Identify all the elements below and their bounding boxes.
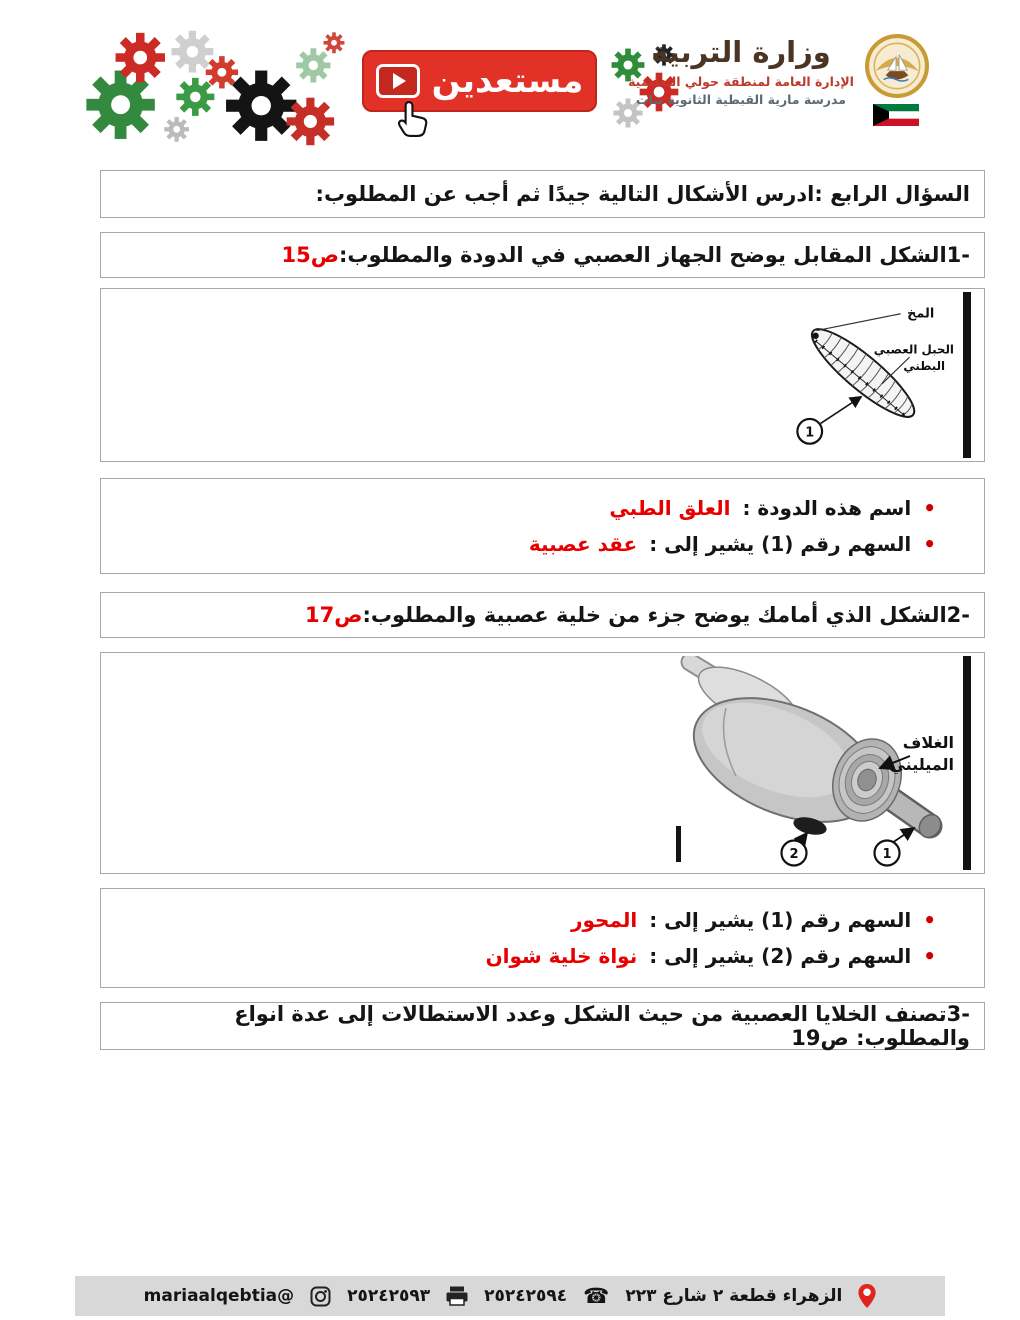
bullet-icon: • (923, 532, 936, 556)
mustaideen-banner (362, 50, 597, 112)
marker-1-label: 1 (805, 425, 815, 441)
footer-bar (75, 1276, 945, 1316)
ministry-directorate: الإدارة العامة لمنطقة حولي التعليمية (628, 74, 854, 90)
phone-icon: ☎ (583, 1283, 610, 1308)
kuwait-emblem-icon (865, 34, 929, 98)
banner-label: مستعدين (431, 61, 584, 101)
hand-cursor-icon (396, 100, 430, 138)
ministry-title: وزارة التربية (651, 35, 831, 69)
item3-text: -3تصنف الخلايا العصبية من حيث الشكل وعدد الاستطالات إلى عدة انواع والمطلوب: ص19 (234, 1002, 970, 1050)
label-nerve-cord-1: الحبل العصبي (873, 342, 954, 357)
instagram-icon (310, 1286, 331, 1307)
footer-fax-number: ٢٥٢٤٢٥٩٣ (347, 1286, 431, 1306)
item1-answers-box (100, 478, 985, 574)
item1-page-ref: ص15 (281, 243, 339, 267)
marker-1-label: 1 (882, 847, 892, 862)
question-title: السؤال الرابع :ادرس الأشكال التالية جيدًا ثم أجب عن المطلوب: (315, 182, 970, 206)
label-myelin-1: الغلاف (902, 733, 954, 752)
worm-nervous-system-figure (779, 292, 963, 458)
kuwait-flag-icon (873, 104, 919, 126)
footer-instagram-handle: @mariaalqebtia (143, 1286, 295, 1306)
gears-decoration-left (75, 30, 355, 148)
myelin-sheath-figure (671, 656, 963, 870)
answer-value: العلق الطبي (609, 496, 731, 520)
header (75, 26, 955, 154)
fax-printer-icon (446, 1286, 468, 1306)
answer-line (115, 496, 936, 520)
nerve-cell-figure-frame (671, 656, 971, 870)
location-pin-icon (858, 1283, 876, 1309)
school-name: مدرسة مارية القبطية الثانوية بنات (636, 92, 846, 108)
worm-figure-frame (779, 292, 971, 458)
figure1-box (100, 288, 985, 462)
figure2-box (100, 652, 985, 874)
answer-label: السهم رقم (2) يشير إلى : (649, 944, 912, 968)
item2-answers-box (100, 888, 985, 988)
item1-title-box (100, 232, 985, 278)
marker-2-label: 2 (789, 847, 799, 862)
item2-text: -2الشكل الذي أمامك يوضح جزء من خلية عصبية والمطلوب: (362, 603, 970, 627)
answer-line (115, 908, 936, 932)
label-brain: المخ (907, 306, 935, 322)
bullet-icon: • (923, 496, 936, 520)
bullet-icon: • (923, 944, 936, 968)
answer-label: السهم رقم (1) يشير إلى : (649, 908, 912, 932)
item1-text: -1الشكل المقابل يوضح الجهاز العصبي في الدودة والمطلوب: (338, 243, 970, 267)
answer-value: عقد عصبية (528, 532, 638, 556)
question-title-box (100, 170, 985, 218)
answer-line (115, 532, 936, 556)
bullet-icon: • (923, 908, 936, 932)
answer-value: نواة خلية شوان (485, 944, 638, 968)
item2-page-ref: ص17 (305, 603, 363, 627)
answer-value: المحور (570, 908, 638, 932)
item2-title-box (100, 592, 985, 638)
footer-address: الزهراء قطعة ٢ شارع ٢٢٣ (625, 1286, 843, 1306)
answer-line (115, 944, 936, 968)
answer-label: السهم رقم (1) يشير إلى : (649, 532, 912, 556)
item3-title-box (100, 1002, 985, 1050)
label-myelin-2: الميليني (889, 755, 954, 774)
ministry-block (627, 36, 855, 107)
answer-label: اسم هذه الدودة : (742, 496, 912, 520)
play-icon (376, 64, 420, 98)
label-nerve-cord-2: البطني (903, 359, 946, 374)
footer-phone-number: ٢٥٢٤٢٥٩٤ (484, 1286, 568, 1306)
